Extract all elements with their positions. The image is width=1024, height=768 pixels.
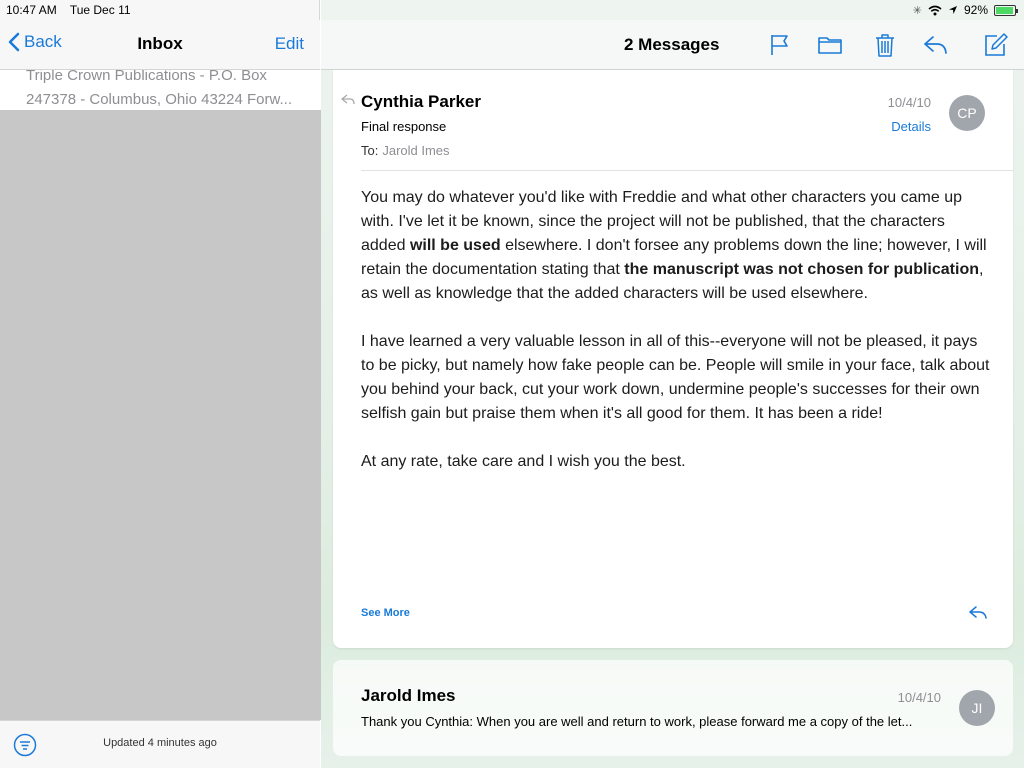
snippet-line: Triple Crown Publications - P.O. Box: [26, 70, 267, 84]
redacted-area: [0, 110, 330, 720]
status-time: 10:47 AM: [6, 3, 57, 17]
message-pane: [321, 0, 1024, 768]
message-card-collapsed[interactable]: [333, 660, 1013, 756]
body-paragraph: I have learned a very valuable lesson in all of this--everyone will not be pleased, it pays to be picky, but namely how fake people can be. People will smile in your face, talk about you behind your back, cut your work down, undermine people's successes for their own selfish gain but praise them when it's all good for them. It has been a ride!: [361, 333, 990, 422]
mailbox-bottom-bar: [0, 720, 320, 768]
status-bar-right: [913, 3, 1016, 17]
flag-icon[interactable]: [767, 32, 793, 58]
recipient-name[interactable]: Jarold Imes: [382, 143, 450, 158]
location-icon: [948, 5, 958, 15]
compose-icon[interactable]: [983, 32, 1009, 58]
body-paragraph: You may do whatever you'd like with Freddie and what other characters you came up with. I've let it be known, since the project will not be published, that the characters added will be used elsewhere. I don't forsee any problems down the line; however, I will retain the documentation stating that the manuscript was not chosen for publication, as well as knowledge that the added characters will be used elsewhere.: [361, 189, 987, 302]
trash-icon[interactable]: [872, 32, 898, 58]
message-toolbar: [321, 20, 1024, 70]
snippet-line: 247378 - Columbus, Ohio 43224 Forw...: [26, 91, 292, 108]
message-subject: Final response: [361, 119, 447, 134]
mailbox-pane: [0, 0, 320, 768]
toolbar-title: 2 Messages: [624, 35, 720, 54]
avatar[interactable]: CP: [949, 95, 985, 131]
message-date: 10/4/10: [887, 95, 931, 110]
message-list-item[interactable]: [0, 70, 320, 110]
battery-icon: [994, 5, 1016, 16]
message-card: [333, 70, 1013, 648]
reply-icon[interactable]: [922, 32, 948, 58]
updated-status: Updated 4 minutes ago: [103, 737, 217, 749]
details-link[interactable]: Details: [891, 119, 931, 134]
status-bar-left: [6, 3, 141, 17]
to-label: To:: [361, 143, 379, 158]
avatar[interactable]: JI: [959, 690, 995, 726]
body-paragraph: At any rate, take care and I wish you the best.: [361, 453, 686, 470]
back-label: Back: [24, 32, 62, 51]
message-body: [361, 186, 991, 498]
folder-icon[interactable]: [817, 32, 843, 58]
divider: [361, 170, 1013, 171]
status-date: Tue Dec 11: [69, 3, 131, 17]
activity-icon: ✳: [912, 4, 922, 17]
battery-percent: 92%: [963, 3, 988, 17]
reply-icon[interactable]: [969, 605, 987, 619]
recipient-line: [361, 143, 450, 158]
sender-name: Jarold Imes: [361, 686, 456, 705]
mailbox-title: Inbox: [137, 34, 183, 53]
see-more-link[interactable]: See More: [361, 607, 410, 619]
sender-name: Cynthia Parker: [361, 92, 481, 111]
replied-indicator-icon: [341, 93, 355, 105]
wifi-icon: [928, 5, 942, 16]
edit-button[interactable]: Edit: [274, 34, 304, 53]
message-date: 10/4/10: [897, 690, 941, 705]
message-preview: Thank you Cynthia: When you are well and return to work, please forward me a copy of the let...: [361, 714, 913, 729]
mailbox-nav-bar: [0, 20, 320, 70]
